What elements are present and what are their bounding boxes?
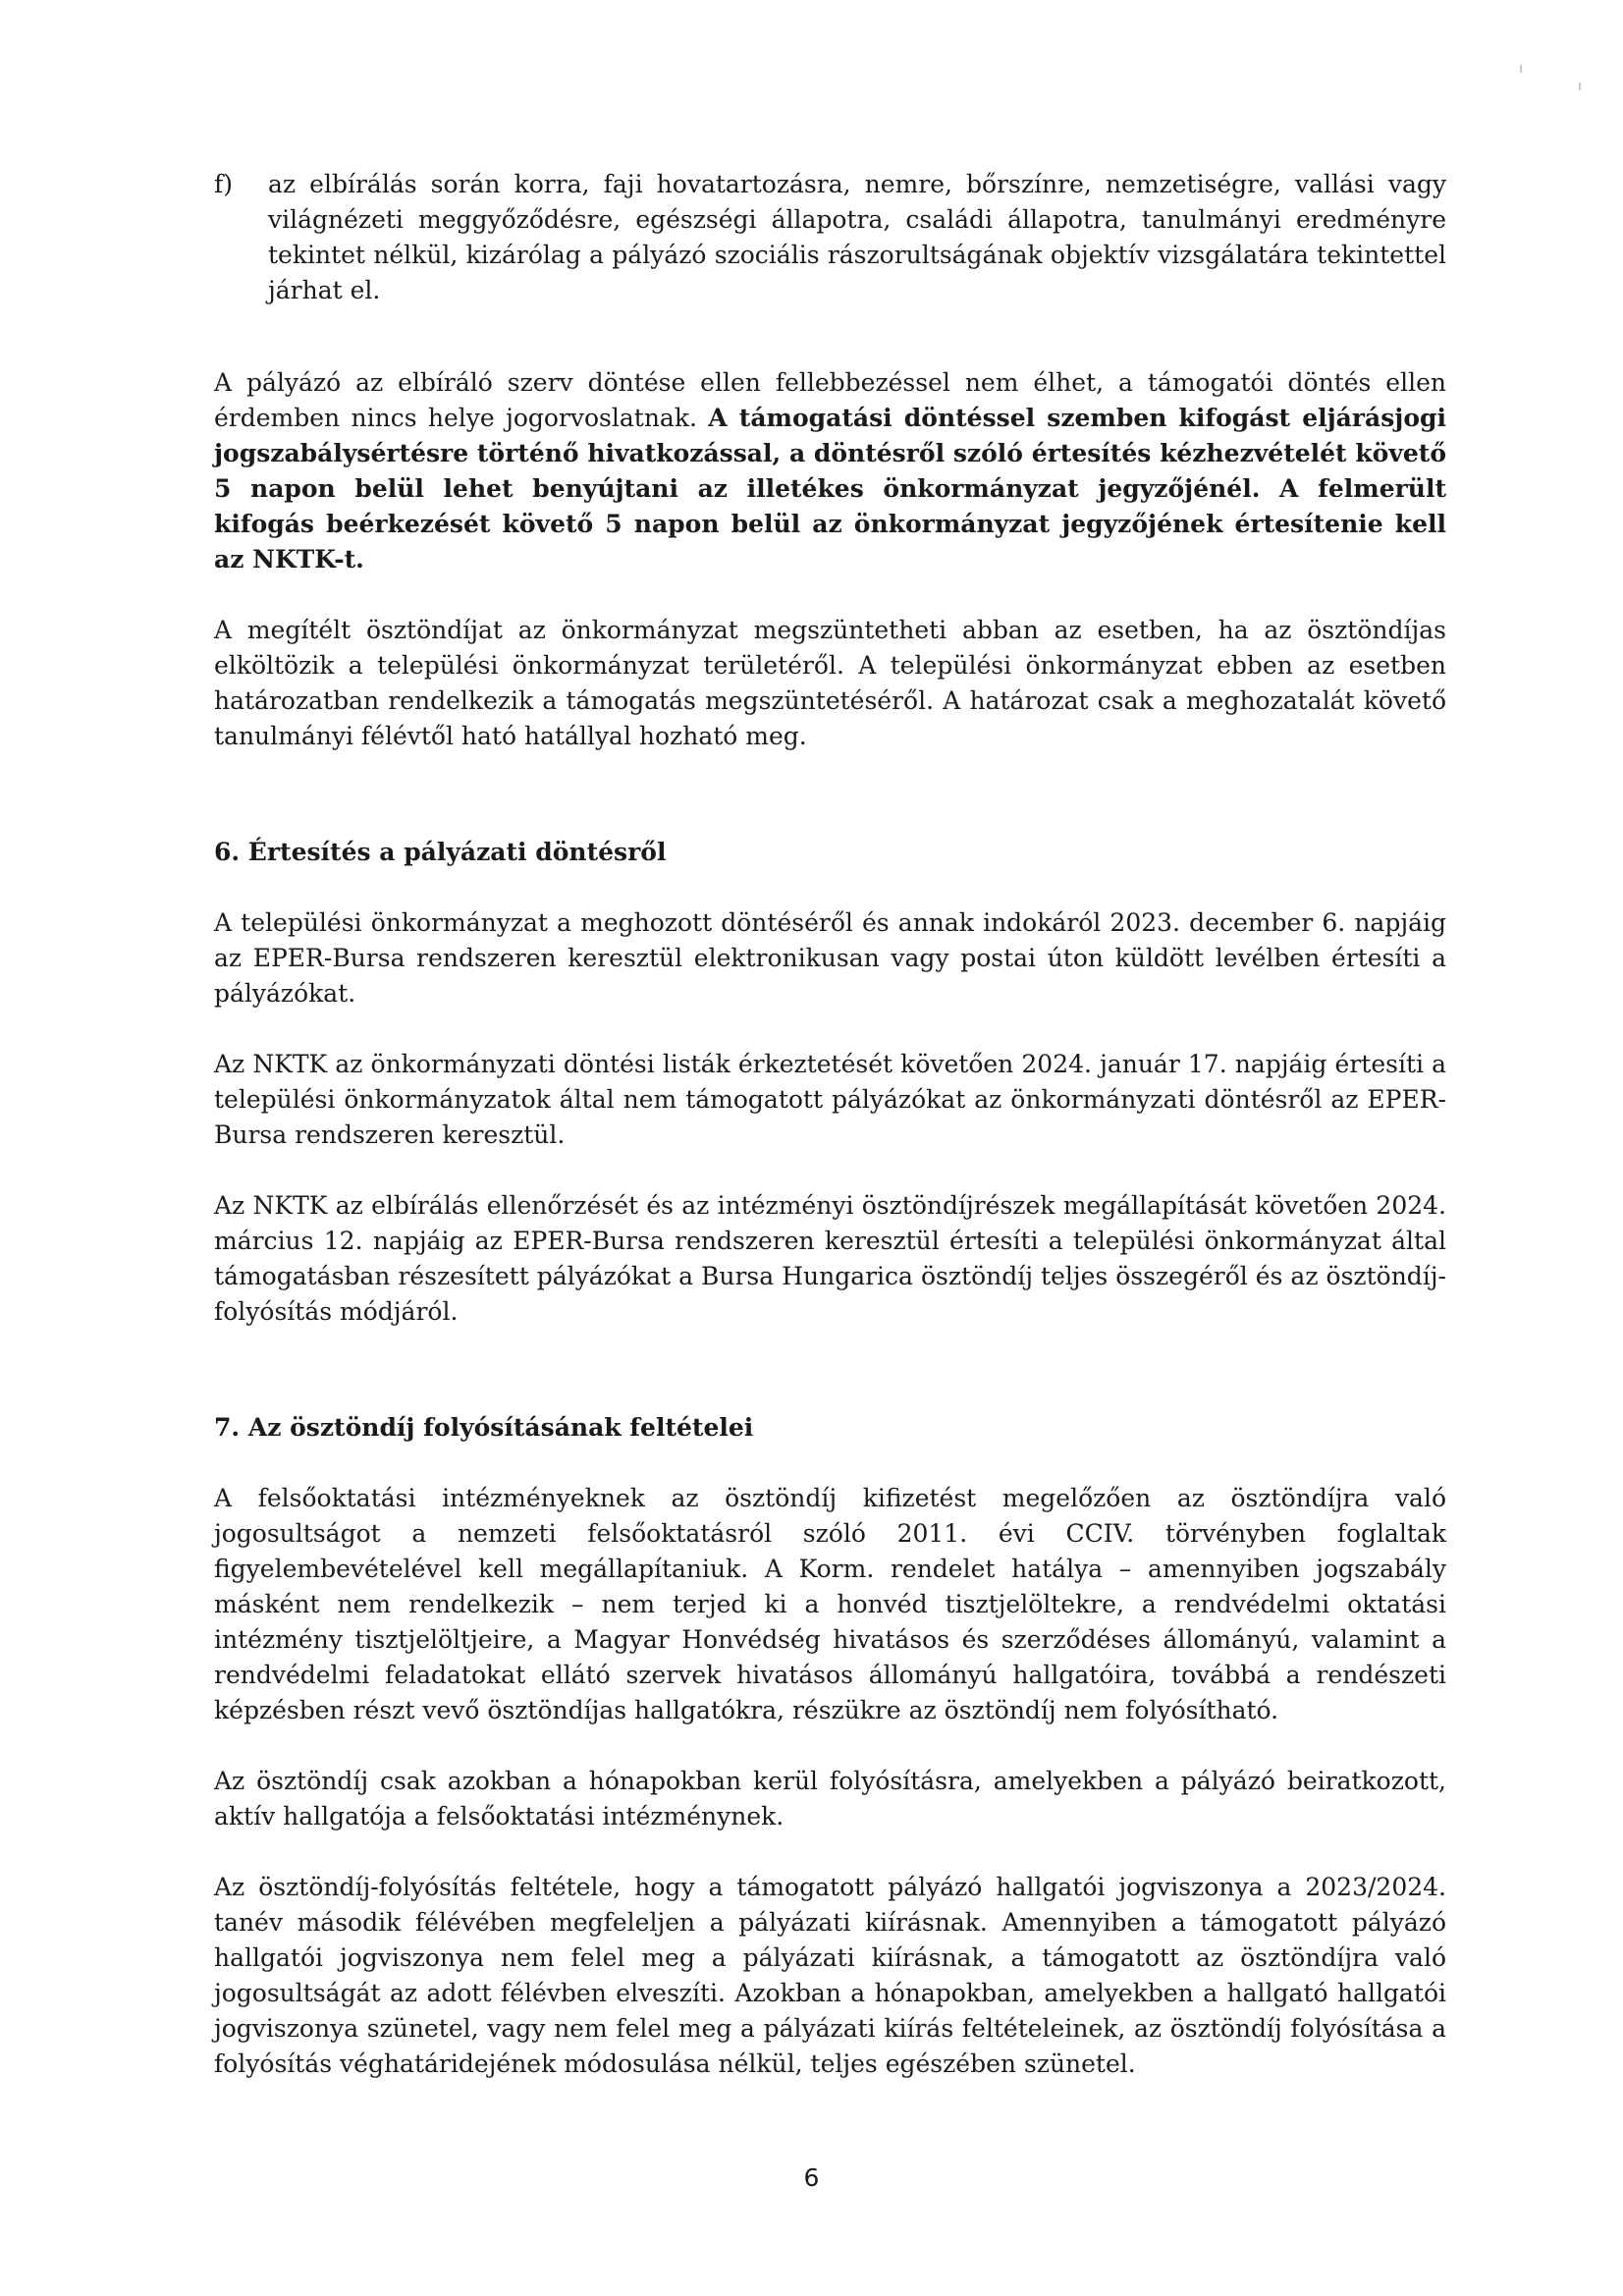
document-page [214, 167, 1446, 2082]
section-6-paragraph: Az NKTK az elbírálás ellenőrzését és az intézményi ösztöndíjrészek megállapítását követően 2024. március 12. napjáig az EPER-Bursa rendszeren keresztül értesíti a települési önkormányzat által támogatásban részesített pályázókat a Bursa Hungarica ösztöndíj teljes összegéről és az ösztöndíj-folyósítás módjáról. [214, 1191, 1446, 1326]
section-7-heading: 7. Az ösztöndíj folyósításának feltételei [214, 1413, 754, 1442]
section-6-paragraph: Az NKTK az önkormányzati döntési listák érkeztetését követően 2024. január 17. napjáig értesíti a települési önkormányzatok által nem támogatott pályázókat az önkormányzati döntésről az EPER-Bursa rendszeren keresztül. [214, 1050, 1446, 1149]
paragraph-termination: A megítélt ösztöndíjat az önkormányzat megszüntetheti abban az esetben, ha az ösztöndíjas elköltözik a települési önkormányzat területéről. A települési önkormányzat ebben az esetben határozatban rendelkezik a támogatás megszüntetéséről. A határozat csak a meghozatalát követő tanulmányi félévtől ható hatállyal hozható meg. [214, 616, 1446, 750]
page-number: 6 [803, 2163, 820, 2192]
list-item-text: az elbírálás során korra, faji hovatartozásra, nemre, bőrszínre, nemzetiségre, vallási vagy világnézeti meggyőződésre, egészségi állapotra, családi állapotra, tanulmányi eredményre tekintet nélkül, kizárólag a pályázó szociális rászorultságának objektív vizsgálatára tekintettel járhat el. [268, 170, 1446, 304]
scan-mark [1520, 65, 1522, 73]
paragraph-appeal [214, 365, 1446, 577]
list-marker: f) [214, 170, 234, 198]
section-6-paragraph: A települési önkormányzat a meghozott döntéséről és annak indokáról 2023. december 6. napjáig az EPER-Bursa rendszeren keresztül elektronikusan vagy postai úton küldött levélben értesíti a pályázókat. [214, 908, 1446, 1008]
list-item-f [214, 167, 1446, 308]
section-7-paragraph: Az ösztöndíj-folyósítás feltétele, hogy a támogatott pályázó hallgatói jogviszonya a 2023/2024. tanév második félévében megfeleljen a pályázati kiírásnak. Amennyiben a támogatott pályázó hallgatói jogviszonya nem felel meg a pályázati kiírásnak, a támogatott az ösztöndíjra való jogosultságát az adott félévben elveszíti. Azokban a hónapokban, amelyekben a hallgató hallgatói jogviszonya szünetel, vagy nem felel meg a pályázati kiírás feltételeinek, az ösztöndíj folyósítása a folyósítás véghatáridejének módosulása nélkül, teljes egészében szünetel. [214, 1873, 1446, 2078]
section-6-heading: 6. Értesítés a pályázati döntésről [214, 838, 667, 866]
appeal-text: A pályázó az elbíráló szerv döntése ellen fellebbezéssel nem élhet, a támogatói döntés ellen érdemben nincs helye jogorvoslatnak. [214, 368, 1446, 432]
appeal-text-bold: A támogatási döntéssel szemben kifogást eljárásjogi jogszabálysértésre történő hivatkozással, a döntésről szóló értesítés kézhezvételét követő 5 napon belül lehet benyújtani az illetékes önkormányzat jegyzőjénél. A felmerült kifogás beérkezését követő 5 napon belül az önkormányzat jegyzőjének értesítenie kell az NKTK-t. [214, 404, 1447, 574]
scan-mark [1579, 82, 1581, 90]
section-7-paragraph: A felsőoktatási intézményeknek az ösztöndíj kifizetést megelőzően az ösztöndíjra való jogosultságot a nemzeti felsőoktatásról szóló 2011. évi CCIV. törvényben foglaltak figyelembevételével kell megállapítaniuk. A Korm. rendelet hatálya – amennyiben jogszabály másként nem rendelkezik – nem terjed ki a honvéd tisztjelöltekre, a rendvédelmi oktatási intézmény tisztjelöltjeire, a Magyar Honvédség hivatásos és szerződéses állományú, valamint a rendvédelmi feladatokat ellátó szervek hivatásos állományú hallgatóira, továbbá a rendészeti képzésben részt vevő ösztöndíjas hallgatókra, részükre az ösztöndíj nem folyósítható. [214, 1484, 1446, 1724]
section-7-paragraph: Az ösztöndíj csak azokban a hónapokban kerül folyósításra, amelyekben a pályázó beiratkozott, aktív hallgatója a felsőoktatási intézménynek. [214, 1767, 1446, 1831]
